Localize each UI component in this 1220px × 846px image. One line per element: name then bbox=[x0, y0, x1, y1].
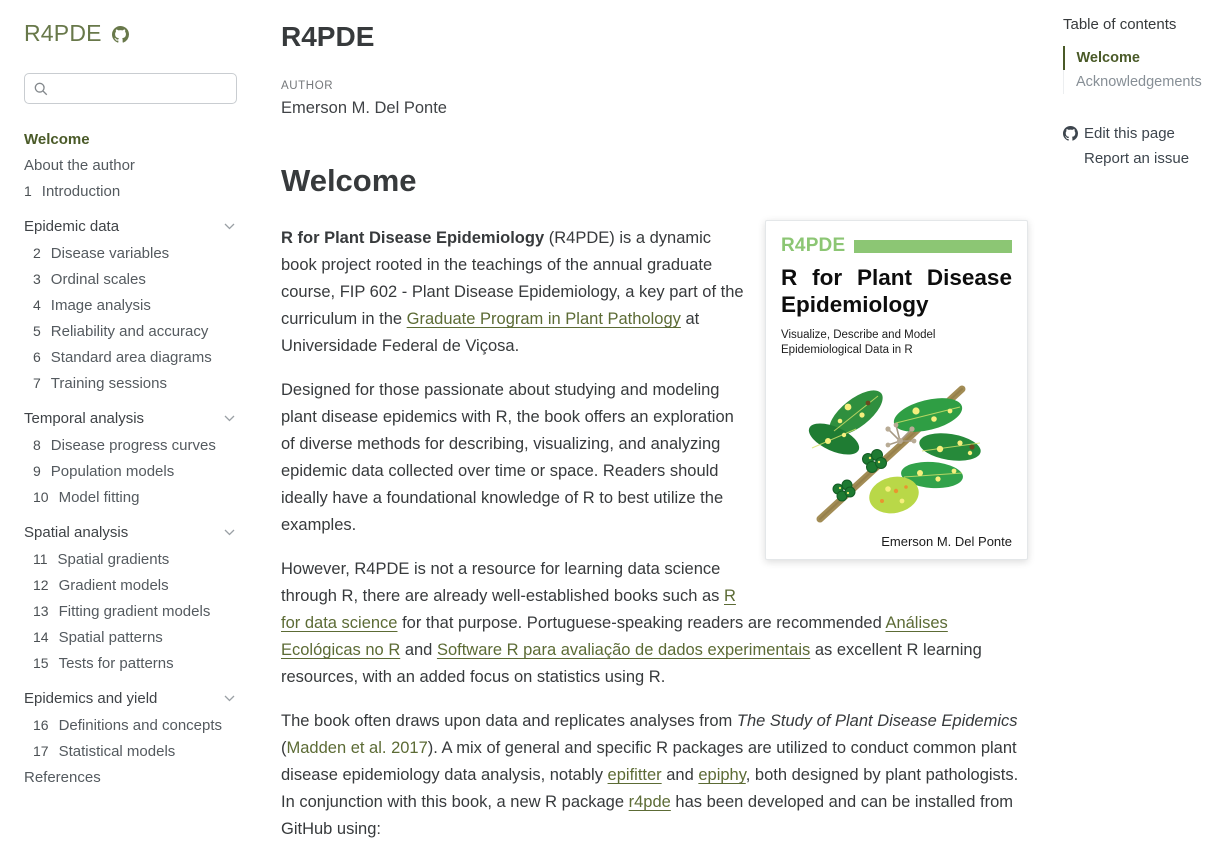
cover-subtitle: Visualize, Describe and Model Epidemiological Data in R bbox=[781, 328, 936, 357]
paragraph-4: The book often draws upon data and replicates analyses from The Study of Plant Disease Epidemics (Madden et al. 2017). A mix of general and specific R packages are utilized to conduct common plant disease epidemiology data analysis, notably epifitter and epiphy, both designed by plant pathologists. In conjunction with this book, a new R package r4pde has been developed and can be installed from GitHub using: bbox=[281, 712, 1019, 838]
sidebar-item-standard-area-diagrams[interactable] bbox=[24, 344, 237, 370]
sidebar-item-label: Statistical models bbox=[58, 742, 176, 760]
sidebar-item-label: Disease progress curves bbox=[50, 436, 216, 454]
sidebar-item-label: Disease variables bbox=[50, 244, 170, 262]
chevron-down-icon[interactable] bbox=[224, 529, 235, 536]
chapter-number: 3 bbox=[33, 270, 41, 287]
cover-title: R for Plant Disease Epidemiology bbox=[781, 265, 1012, 318]
sidebar-section-label: Spatial analysis bbox=[24, 524, 129, 541]
search-input[interactable] bbox=[55, 80, 227, 98]
book-cover bbox=[765, 220, 1028, 560]
author-label: AUTHOR bbox=[281, 80, 334, 92]
toc-tool-label: Report an issue bbox=[1084, 150, 1190, 167]
chapter-number: 5 bbox=[33, 322, 41, 339]
chapter-number: 14 bbox=[33, 628, 49, 645]
sidebar-item-label: Tests for patterns bbox=[58, 654, 174, 672]
toc-tool-label: Edit this page bbox=[1084, 125, 1175, 142]
sidebar-item-spatial-gradients[interactable] bbox=[24, 546, 237, 572]
sidebar-section-label: Epidemics and yield bbox=[24, 690, 158, 707]
sidebar-item-welcome[interactable]: Welcome bbox=[24, 130, 90, 148]
book-title: R4PDE bbox=[281, 21, 375, 52]
inline-link[interactable]: epiphy bbox=[698, 766, 746, 784]
table-of-contents bbox=[1048, 0, 1220, 846]
page-title: Welcome bbox=[281, 163, 417, 198]
site-title-link[interactable]: R4PDE bbox=[24, 20, 102, 46]
sidebar-item-label: Population models bbox=[50, 462, 175, 480]
sidebar bbox=[0, 0, 261, 846]
chapter-number: 16 bbox=[33, 716, 49, 733]
sidebar-item-label: Definitions and concepts bbox=[58, 716, 223, 734]
sidebar-item-label: Spatial gradients bbox=[57, 550, 170, 568]
chapter-number: 15 bbox=[33, 654, 49, 671]
sidebar-item-disease-variables[interactable] bbox=[24, 240, 237, 266]
cover-plant-illustration bbox=[804, 363, 990, 531]
inline-link[interactable]: Graduate Program in Plant Pathology bbox=[406, 310, 681, 328]
chapter-number: 2 bbox=[33, 244, 41, 261]
toc-tool-report-an-issue[interactable] bbox=[1063, 146, 1210, 171]
chapter-number: 10 bbox=[33, 488, 49, 505]
toc-item-acknowledgements[interactable]: Acknowledgements bbox=[1076, 74, 1202, 90]
toc-tool-edit-this-page[interactable] bbox=[1063, 121, 1210, 146]
chapter-number: 6 bbox=[33, 348, 41, 365]
sidebar-item-population-models[interactable] bbox=[24, 458, 237, 484]
chapter-number: 8 bbox=[33, 436, 41, 453]
sidebar-item-label: Fitting gradient models bbox=[58, 602, 211, 620]
sidebar-section-spatial-analysis[interactable] bbox=[24, 519, 237, 546]
sidebar-item-label: Reliability and accuracy bbox=[50, 322, 209, 340]
chapter-number: 13 bbox=[33, 602, 49, 619]
sidebar-item-ordinal-scales[interactable] bbox=[24, 266, 237, 292]
search-box[interactable] bbox=[24, 73, 237, 104]
github-icon[interactable] bbox=[112, 26, 129, 43]
cover-green-bar bbox=[854, 240, 1012, 253]
github-icon bbox=[1063, 126, 1078, 141]
sidebar-section-epidemics-and-yield[interactable] bbox=[24, 685, 237, 712]
chapter-number: 17 bbox=[33, 742, 49, 759]
cover-brand: R4PDE bbox=[781, 235, 846, 256]
chevron-down-icon[interactable] bbox=[224, 415, 235, 422]
paragraph-2: Designed for those passionate about studying and modeling plant disease epidemics with R, the book offers an exploration of diverse methods for describing, visualizing, and analyzing epidemic data collected over time or space. Readers should ideally have a foundational knowledge of R to best utilize the examples. bbox=[281, 381, 734, 534]
sidebar-item-definitions-and-concepts[interactable] bbox=[24, 712, 237, 738]
sidebar-item-model-fitting[interactable] bbox=[24, 484, 237, 510]
chapter-number: 12 bbox=[33, 576, 49, 593]
inline-link[interactable]: R for data science bbox=[281, 587, 736, 632]
paragraph-1: R for Plant Disease Epidemiology (R4PDE) is a dynamic book project rooted in the teachings of the annual graduate course, FIP 602 - Plant Disease Epidemiology, a key part of the curriculum in the Graduate Program in Plant Pathology at Universidade Federal de Viçosa. bbox=[281, 229, 744, 355]
sidebar-item-label: Ordinal scales bbox=[50, 270, 146, 288]
inline-link[interactable]: Análises Ecológicas no R bbox=[281, 614, 948, 659]
sidebar-item-tests-for-patterns[interactable] bbox=[24, 650, 237, 676]
cover-header bbox=[781, 235, 1012, 257]
chapter-number: 7 bbox=[33, 374, 41, 391]
sidebar-item-image-analysis[interactable] bbox=[24, 292, 237, 318]
chevron-down-icon[interactable] bbox=[224, 223, 235, 230]
toc-heading: Table of contents bbox=[1063, 16, 1177, 33]
inline-link[interactable]: epifitter bbox=[607, 766, 662, 784]
paragraph-3: However, R4PDE is not a resource for learning data science through R, there are already well-established books such as R for data science for that purpose. Portuguese-speaking readers are recommended Análises Ecológicas no R and Software R para avaliação de dados experimentais as excellent R learning resources, with an added focus on statistics using R. bbox=[281, 560, 982, 686]
sidebar-item-training-sessions[interactable] bbox=[24, 370, 237, 396]
sidebar-item-introduction[interactable] bbox=[24, 178, 237, 204]
sidebar-item-references[interactable]: References bbox=[24, 768, 101, 786]
sidebar-item-label: Image analysis bbox=[50, 296, 151, 314]
chapter-number: 11 bbox=[33, 550, 48, 567]
chapter-number: 1 bbox=[24, 182, 32, 199]
sidebar-item-label: Model fitting bbox=[58, 488, 140, 506]
toc-tools bbox=[1063, 121, 1210, 171]
chapter-number: 4 bbox=[33, 296, 41, 313]
author-name: Emerson M. Del Ponte bbox=[281, 99, 447, 117]
sidebar-item-statistical-models[interactable] bbox=[24, 738, 237, 764]
sidebar-section-temporal-analysis[interactable] bbox=[24, 405, 237, 432]
toc-item-welcome[interactable]: Welcome bbox=[1063, 46, 1211, 70]
search-icon bbox=[34, 82, 48, 96]
chapter-number: 9 bbox=[33, 462, 41, 479]
inline-link[interactable]: r4pde bbox=[628, 793, 671, 811]
sidebar-item-label: Gradient models bbox=[58, 576, 169, 594]
sidebar-item-disease-progress-curves[interactable] bbox=[24, 432, 237, 458]
sidebar-item-about-the-author[interactable]: About the author bbox=[24, 156, 135, 174]
sidebar-item-label: Introduction bbox=[41, 182, 121, 200]
sidebar-section-label: Epidemic data bbox=[24, 218, 120, 235]
sidebar-item-label: Spatial patterns bbox=[58, 628, 163, 646]
sidebar-section-label: Temporal analysis bbox=[24, 410, 145, 427]
cover-author: Emerson M. Del Ponte bbox=[881, 534, 1012, 549]
sidebar-item-reliability-and-accuracy[interactable] bbox=[24, 318, 237, 344]
sidebar-item-label: Standard area diagrams bbox=[50, 348, 212, 366]
sidebar-section-epidemic-data[interactable] bbox=[24, 213, 237, 240]
chevron-down-icon[interactable] bbox=[224, 695, 235, 702]
sidebar-header bbox=[24, 20, 237, 47]
sidebar-item-spatial-patterns[interactable] bbox=[24, 624, 237, 650]
toc-list bbox=[1063, 46, 1210, 94]
sidebar-nav bbox=[24, 126, 237, 790]
sidebar-item-gradient-models[interactable] bbox=[24, 572, 237, 598]
main-content bbox=[261, 0, 1048, 846]
citation-link[interactable]: Madden et al. 2017 bbox=[286, 739, 428, 757]
inline-link[interactable]: Software R para avaliação de dados experimentais bbox=[436, 641, 811, 659]
sidebar-item-fitting-gradient-models[interactable] bbox=[24, 598, 237, 624]
sidebar-item-label: Training sessions bbox=[50, 374, 167, 392]
